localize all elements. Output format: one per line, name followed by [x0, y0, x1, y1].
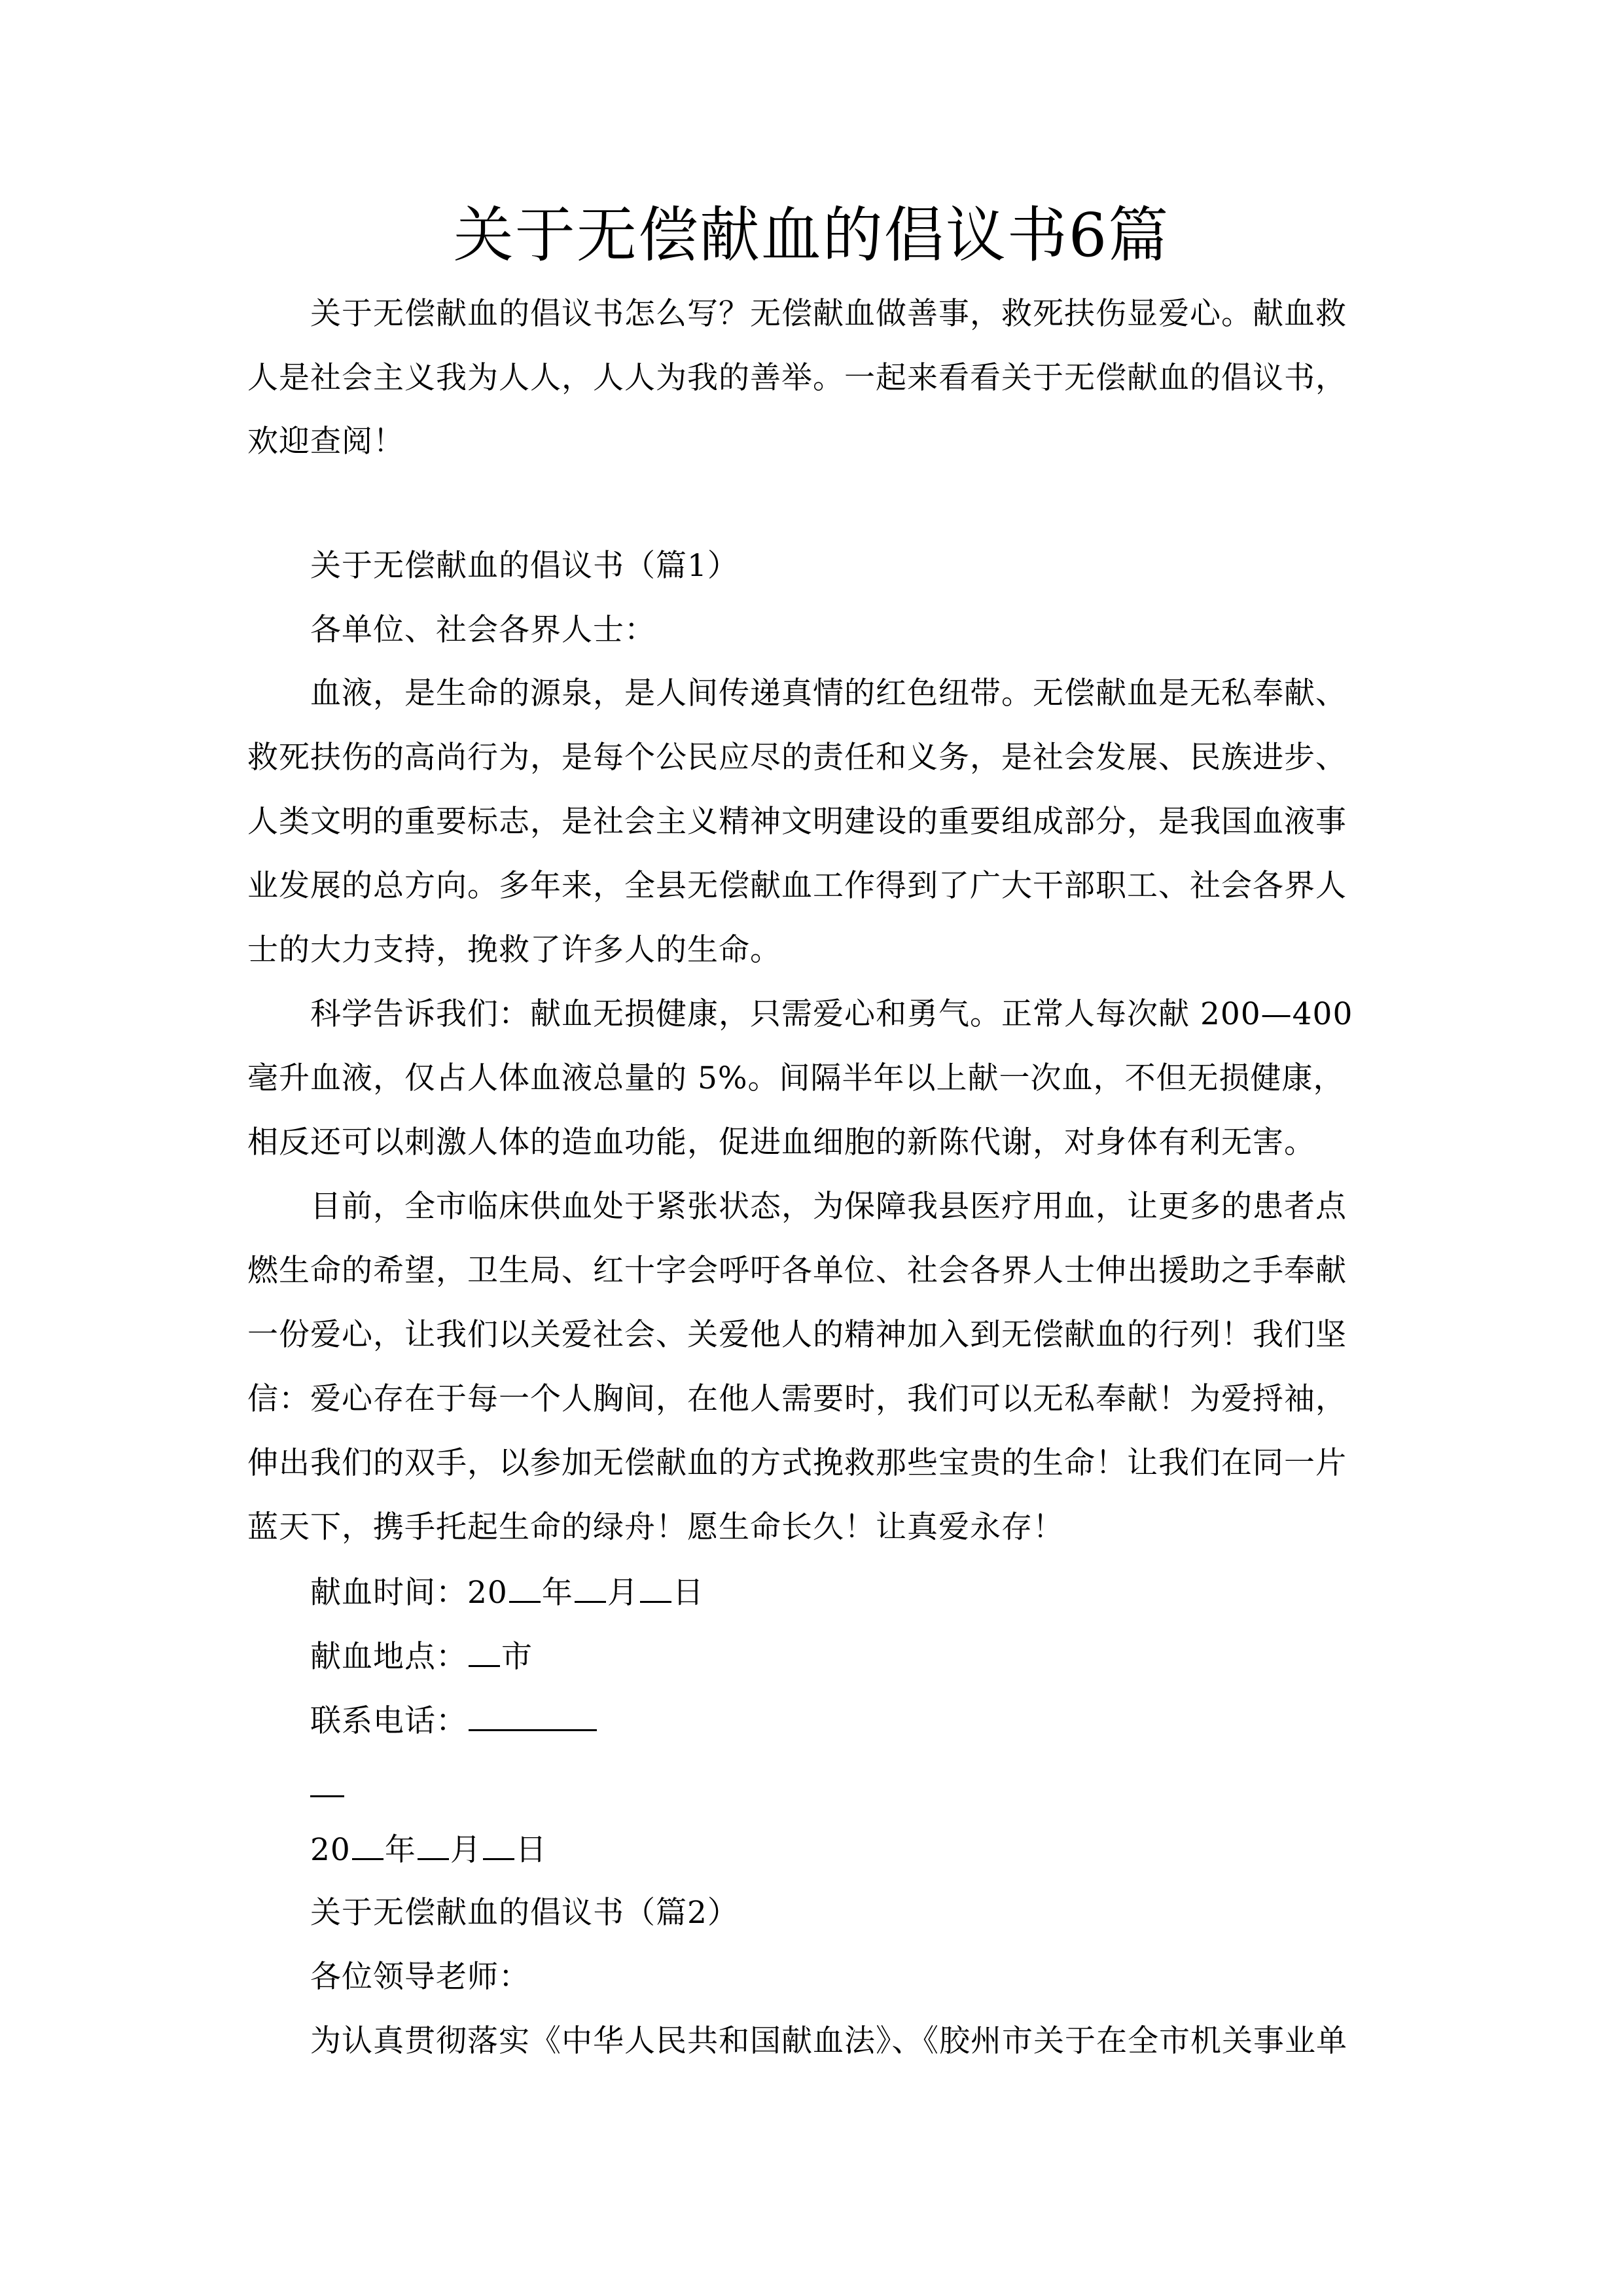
signature-blank-line: [310, 1795, 344, 1797]
sig-month-label: 月: [450, 1832, 482, 1868]
day-label: 日: [672, 1575, 704, 1611]
sig-day-label: 日: [515, 1832, 547, 1868]
intro-line-1: 关于无偿献血的倡议书怎么写？无偿献血做善事，救死扶伤显爱心。献血救: [310, 296, 1347, 332]
signature-date-row: [310, 1829, 547, 1870]
s1-para3-line-1: 目前，全市临床供血处于紧张状态，为保障我县医疗用血，让更多的患者点: [310, 1189, 1347, 1225]
month-label: 月: [607, 1575, 639, 1611]
city-blank: [469, 1636, 500, 1667]
section2-salutation: 各位领导老师：: [310, 1959, 530, 1995]
city-label: 市: [501, 1639, 533, 1675]
section1-heading: 关于无偿献血的倡议书（篇1）: [310, 548, 739, 584]
s1-para3-line-5: 伸出我们的双手，以参加无偿献血的方式挽救那些宝贵的生命！让我们在同一片: [247, 1445, 1347, 1481]
sig-month-blank: [418, 1829, 449, 1860]
donation-place-label: 献血地点：: [310, 1639, 467, 1675]
s1-para2-line-1: 科学告诉我们：献血无损健康，只需爱心和勇气。正常人每次献 200—400: [310, 996, 1353, 1032]
s1-para2-line-3: 相反还可以刺激人体的造血功能，促进血细胞的新陈代谢，对身体有利无害。: [247, 1124, 1315, 1160]
intro-line-3: 欢迎查阅！: [247, 423, 404, 459]
s1-para3-line-2: 燃生命的希望，卫生局、红十字会呼吁各单位、社会各界人士伸出援助之手奉献: [247, 1253, 1347, 1289]
intro-line-2: 人是社会主义我为人人，人人为我的善举。一起来看看关于无偿献血的倡议书，: [247, 360, 1347, 396]
s1-para3-line-6: 蓝天下，携手托起生命的绿舟！愿生命长久！让真爱永存！: [247, 1509, 1064, 1545]
section1-salutation: 各单位、社会各界人士：: [310, 612, 656, 648]
year-prefix: 20: [467, 1575, 508, 1611]
donation-time-label: 献血时间：: [310, 1575, 467, 1611]
sig-year-blank: [352, 1829, 383, 1860]
s1-para1-line-5: 士的大力支持，挽救了许多人的生命。: [247, 932, 781, 968]
year-label: 年: [541, 1575, 573, 1611]
donation-time-row: [310, 1572, 704, 1613]
s1-para3-line-4: 信：爱心存在于每一个人胸间，在他人需要时，我们可以无私奉献！为爱捋袖，: [247, 1381, 1347, 1417]
s1-para1-line-1: 血液，是生命的源泉，是人间传递真情的红色纽带。无偿献血是无私奉献、: [310, 675, 1347, 711]
section2-heading: 关于无偿献血的倡议书（篇2）: [310, 1895, 739, 1931]
date-prefix: 20: [310, 1832, 351, 1868]
phone-blank: [469, 1700, 597, 1731]
s2-para1-line-1: 为认真贯彻落实《中华人民共和国献血法》、《胶州市关于在全市机关事业单: [310, 2023, 1347, 2059]
s1-para2-line-2: 毫升血液，仅占人体血液总量的 5%。间隔半年以上献一次血，不但无损健康，: [247, 1060, 1345, 1096]
s1-para1-line-4: 业发展的总方向。多年来，全县无偿献血工作得到了广大干部职工、社会各界人: [247, 868, 1347, 904]
document-title: 关于无偿献血的倡议书6篇: [453, 200, 1170, 270]
month-blank: [575, 1572, 606, 1603]
sig-day-blank: [483, 1829, 514, 1860]
sig-year-label: 年: [384, 1832, 416, 1868]
contact-phone-row: [310, 1700, 598, 1741]
contact-phone-label: 联系电话：: [310, 1703, 467, 1739]
s1-para1-line-2: 救死扶伤的高尚行为，是每个公民应尽的责任和义务，是社会发展、民族进步、: [247, 740, 1347, 776]
day-blank: [640, 1572, 671, 1603]
donation-place-row: [310, 1636, 533, 1677]
s1-para3-line-3: 一份爱心，让我们以关爱社会、关爱他人的精神加入到无偿献血的行列！我们坚: [247, 1317, 1347, 1353]
s1-para1-line-3: 人类文明的重要标志，是社会主义精神文明建设的重要组成部分，是我国血液事: [247, 804, 1347, 840]
year-blank: [509, 1572, 541, 1603]
